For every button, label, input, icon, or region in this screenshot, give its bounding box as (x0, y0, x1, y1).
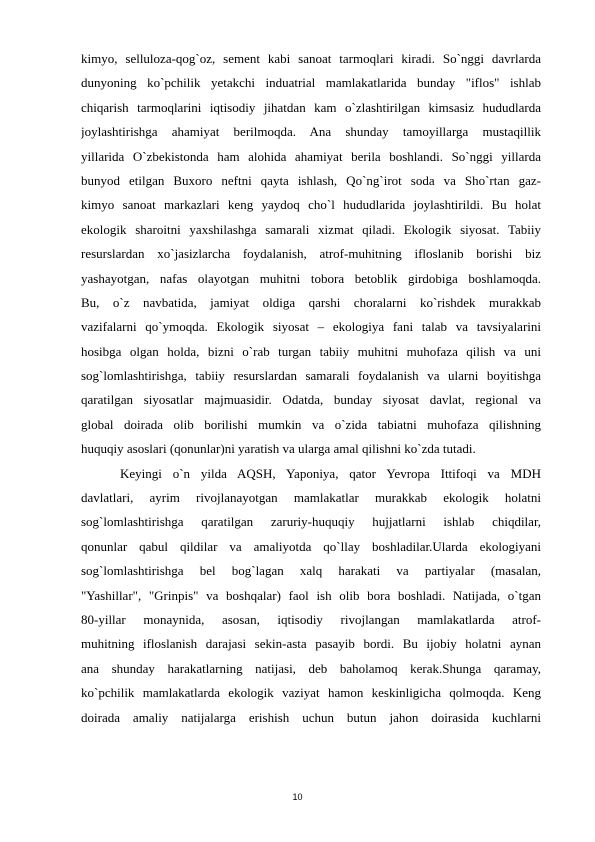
text-line: ko`pchilik mamlakatlarda ekologik vaziyat hamon keskinligicha qolmoqda. Keng (81, 685, 541, 701)
text-line: kimyo sanoat markazlari keng yaydoq cho`l hududlarida joylashtirildi. Bu holat (81, 197, 541, 213)
text-line: ekologik sharoitni yaxshilashga samarali xizmat qiladi. Ekologik siyosat. Tabiiy (81, 221, 541, 237)
paragraph-1 (81, 47, 541, 462)
text-line: "Yashillar", "Grinpis" va boshqalar) faol ish olib bora boshladi. Natijada, o`tgan (81, 587, 541, 603)
text-line: vazifalarni qo`ymoqda. Ekologik siyosat – ekologiya fani talab va tavsiyalarini (81, 319, 541, 335)
text-line: Keyingi o`n yilda AQSH, Yaponiya, qator Yevropa Ittifoqi va MDH (120, 465, 541, 481)
text-line: 80-yillar monaynida, asosan, iqtisodiy rivojlangan mamlakatlarda atrof- (81, 611, 541, 627)
text-line: ana shunday harakatlarning natijasi, deb baholamoq kerak.Shunga qaramay, (81, 660, 541, 676)
text-line: huquqiy asoslari (qonunlar)ni yaratish va ularga amal qilishni ko`zda tutadi. (81, 441, 476, 457)
text-line: sog`lomlashtirishga, tabiiy resurslardan samarali foydalanish va ularni boyitishga (81, 368, 541, 384)
paragraph-2 (81, 462, 541, 730)
text-line: Bu, o`z navbatida, jamiyat oldiga qarshi choralarni ko`rishdek murakkab (81, 294, 541, 310)
text-line: davlatlari, ayrim rivojlanayotgan mamlakatlar murakkab ekologik holatni (81, 490, 541, 506)
text-line: qonunlar qabul qildilar va amaliyotda qo`llay boshladilar.Ularda ekologiyani (81, 538, 541, 554)
text-line: dunyoning ko`pchilik yetakchi induatrial mamlakatlarida bunday "iflos" ishlab (81, 75, 541, 91)
text-line: kimyo, selluloza-qog`oz, sement kabi sanoat tarmoqlari kiradi. So`nggi davrlarda (81, 51, 541, 66)
text-line: sog`lomlashtirishga bel bog`lagan xalq harakati va partiyalar (masalan, (81, 563, 541, 579)
text-line: muhitning ifloslanish darajasi sekin-asta pasayib bordi. Bu ijobiy holatni aynan (81, 636, 541, 652)
text-line: sog`lomlashtirishga qaratilgan zaruriy-huquqiy hujjatlarni ishlab chiqdilar, (81, 514, 541, 530)
text-line: qaratilgan siyosatlar majmuasidir. Odatda, bunday siyosat davlat, regional va (81, 392, 541, 408)
text-line: hosibga olgan holda, bizni o`rab turgan tabiiy muhitni muhofaza qilish va uni (81, 343, 541, 359)
text-line: bunyod etilgan Buxoro neftni qayta ishlash, Qo`ng`irot soda va Sho`rtan gaz- (81, 172, 541, 188)
text-line: chiqarish tarmoqlarini iqtisodiy jihatdan kam o`zlashtirilgan kimsasiz hududlarda (81, 99, 541, 115)
page-number: 10 (292, 792, 303, 802)
body-text (81, 47, 541, 730)
text-line: resurslardan xo`jasizlarcha foydalanish, atrof-muhitning ifloslanib borishi biz (81, 246, 541, 262)
text-line: yashayotgan, nafas olayotgan muhitni tobora betoblik girdobiga boshlamoqda. (81, 270, 541, 286)
text-line: global doirada olib borilishi mumkin va o`zida tabiatni muhofaza qilishning (81, 416, 541, 432)
text-line: doirada amaliy natijalarga erishish uchun butun jahon doirasida kuchlarni (81, 709, 541, 725)
text-line: joylashtirishga ahamiyat berilmoqda. Ana shunday tamoyillarga mustaqillik (81, 124, 541, 140)
text-line: yillarida O`zbekistonda ham alohida ahamiyat berila boshlandi. So`nggi yillarda (81, 148, 541, 164)
